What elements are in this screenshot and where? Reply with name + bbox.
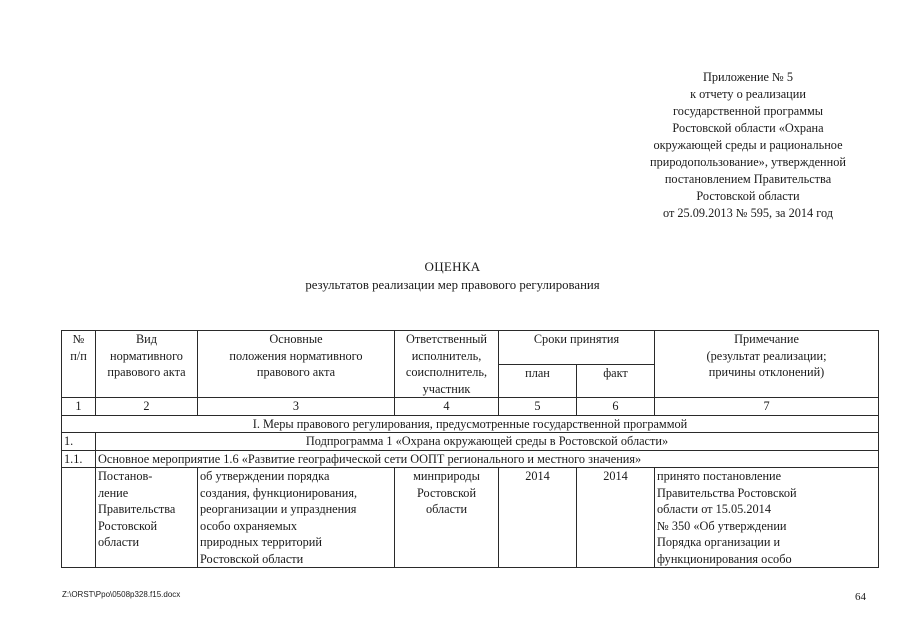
section-row xyxy=(62,415,879,433)
row-act-type: Постанов- ление Правительства Ростовской области xyxy=(96,468,198,568)
column-number: 5 xyxy=(499,398,577,416)
header-plan: план xyxy=(499,364,577,398)
page-number: 64 xyxy=(855,591,866,603)
header-fact: факт xyxy=(577,364,655,398)
activity-num: 1.1. xyxy=(62,450,96,468)
column-number: 6 xyxy=(577,398,655,416)
header-act-type: Вид нормативного правового акта xyxy=(96,331,198,398)
document-subtitle: результатов реализации мер правового регулирования xyxy=(305,278,600,292)
section-title: I. Меры правового регулирования, предусмотренные государственной программой xyxy=(62,415,879,433)
column-number: 7 xyxy=(655,398,879,416)
header-responsible: Ответственный исполнитель, соисполнитель, участник xyxy=(395,331,499,398)
table-row xyxy=(62,468,879,568)
column-number: 2 xyxy=(96,398,198,416)
row-plan: 2014 xyxy=(499,468,577,568)
appendix-line: государственной программы xyxy=(672,104,824,118)
document-title: ОЦЕНКА xyxy=(424,259,481,274)
column-number-row xyxy=(62,398,879,416)
activity-title: Основное мероприятие 1.6 «Развитие географической сети ООПТ регионального и местного значения» xyxy=(96,450,879,468)
appendix-line: Приложение № 5 xyxy=(702,70,794,84)
subprogram-row xyxy=(62,433,879,451)
subprogram-num: 1. xyxy=(62,433,96,451)
appendix-line: постановлением Правительства xyxy=(664,172,832,186)
subprogram-title: Подпрограмма 1 «Охрана окружающей среды в Ростовской области» xyxy=(96,433,879,451)
activity-row xyxy=(62,450,879,468)
appendix-line: природопользование», утвержденной xyxy=(650,155,846,169)
header-dates: Сроки принятия xyxy=(499,331,655,365)
row-provisions: об утверждении порядка создания, функционирования, реорганизации и упразднения особо охраняемых природных территорий Ростовской области xyxy=(198,468,395,568)
appendix-line: Ростовской области «Охрана xyxy=(672,121,824,135)
header-row xyxy=(62,331,879,365)
appendix-line: к отчету о реализации xyxy=(690,87,806,101)
header-provisions: Основные положения нормативного правового акта xyxy=(198,331,395,398)
header-note: Примечание (результат реализации; причины отклонений) xyxy=(655,331,879,398)
appendix-line: Ростовской области xyxy=(696,189,800,203)
row-responsible: минприроды Ростовской области xyxy=(395,468,499,568)
appendix-line: от 25.09.2013 № 595, за 2014 год xyxy=(662,206,834,220)
row-note: принято постановление Правительства Ростовской области от 15.05.2014 № 350 «Об утверждении Порядка организации и функционирования особо xyxy=(655,468,879,568)
appendix-line: окружающей среды и рациональное xyxy=(653,138,843,152)
column-number: 3 xyxy=(198,398,395,416)
column-number: 1 xyxy=(62,398,96,416)
row-fact: 2014 xyxy=(577,468,655,568)
regulation-table xyxy=(61,330,879,568)
header-num: № п/п xyxy=(62,331,96,398)
row-num xyxy=(62,468,96,568)
appendix-block xyxy=(610,69,886,222)
file-path: Z:\ORST\Ppo\0508p328.f15.docx xyxy=(62,590,181,599)
column-number: 4 xyxy=(395,398,499,416)
